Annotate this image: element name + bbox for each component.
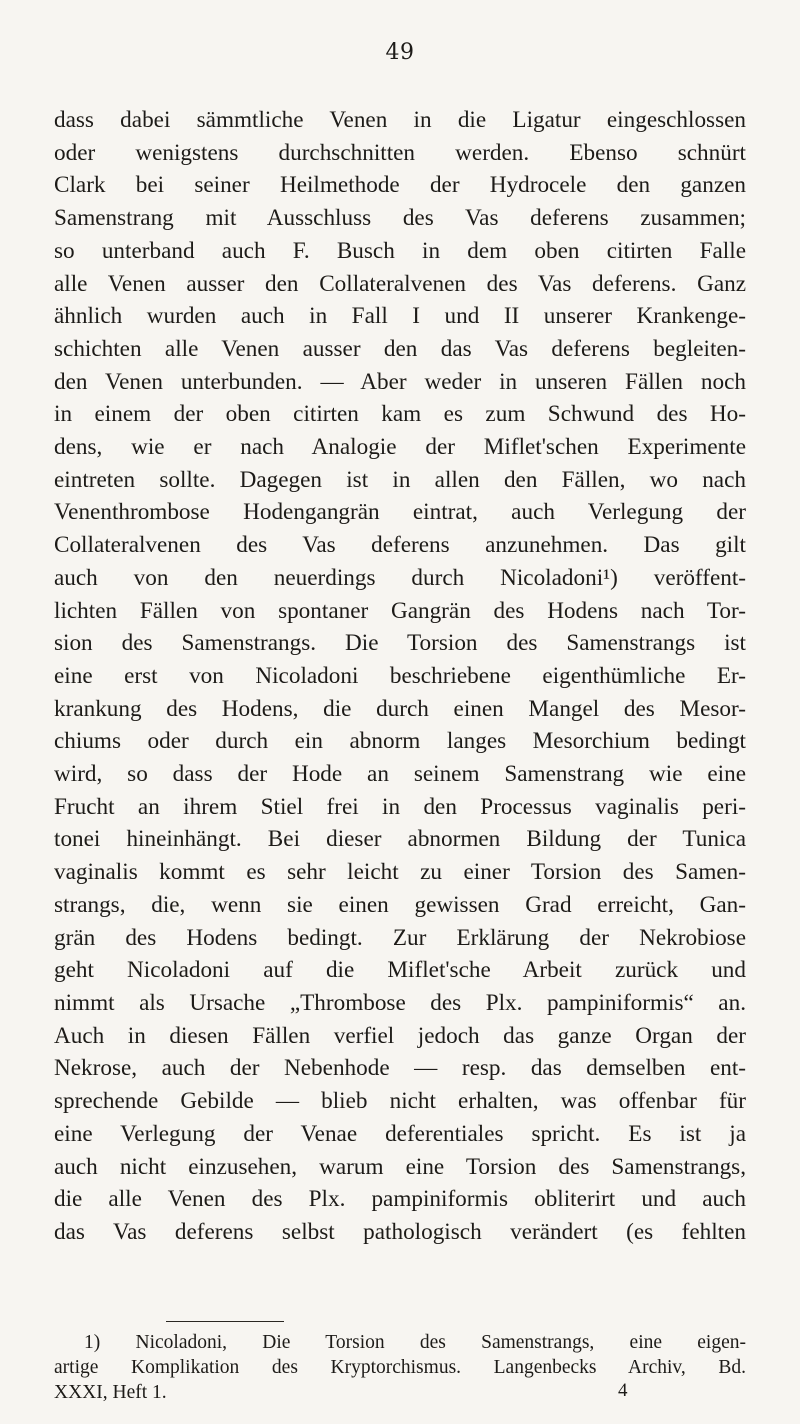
text-line: chiums oder durch ein abnorm langes Mesorchium bedingt (54, 728, 746, 755)
text-line: Clark bei seiner Heilmethode der Hydrocele den ganzen (54, 172, 746, 199)
body-text (54, 104, 746, 1249)
text-line: auch von den neuerdings durch Nicoladoni¹) veröffent- (54, 564, 746, 591)
text-line: tonei hineinhängt. Bei dieser abnormen Bildung der Tunica (54, 826, 746, 853)
text-line: dens, wie er nach Analogie der Miflet'schen Experimente (54, 434, 746, 461)
text-line: auch nicht einzusehen, warum eine Torsion des Samenstrangs, (54, 1153, 746, 1180)
text-line: geht Nicoladoni auf die Miflet'sche Arbeit zurück und (54, 957, 746, 984)
text-line: die alle Venen des Plx. pampiniformis obliterirt und auch (54, 1186, 746, 1213)
signature-mark: 4 (618, 1380, 628, 1401)
text-line: eine erst von Nicoladoni beschriebene eigenthümliche Er- (54, 662, 746, 689)
text-line: ähnlich wurden auch in Fall I und II unserer Krankenge- (54, 303, 746, 330)
text-line: Frucht an ihrem Stiel frei in den Processus vaginalis peri- (54, 793, 746, 820)
text-line: sion des Samenstrangs. Die Torsion des Samenstrangs ist (54, 630, 746, 657)
footnote-divider (166, 1321, 284, 1322)
text-line: das Vas deferens selbst pathologisch verändert (es fehlten (54, 1218, 746, 1245)
text-line: den Venen unterbunden. — Aber weder in unseren Fällen noch (54, 368, 746, 395)
text-line: wird, so dass der Hode an seinem Samenstrang wie eine (54, 761, 746, 788)
footnote-line: XXXI, Heft 1. (54, 1382, 167, 1403)
text-line: Venenthrombose Hodengangrän eintrat, auch Verlegung der (54, 499, 746, 526)
text-line: Auch in diesen Fällen verfiel jedoch das ganze Organ der (54, 1022, 746, 1049)
text-line: lichten Fällen von spontaner Gangrän des Hodens nach Tor- (54, 597, 746, 624)
text-line: schichten alle Venen ausser den das Vas deferens begleiten- (54, 335, 746, 362)
text-line: eine Verlegung der Venae deferentiales spricht. Es ist ja (54, 1120, 746, 1147)
text-line: alle Venen ausser den Collateralvenen des Vas deferens. Ganz (54, 270, 746, 297)
text-line: sprechende Gebilde — blieb nicht erhalten, was offenbar für (54, 1088, 746, 1115)
text-line: Nekrose, auch der Nebenhode — resp. das demselben ent- (54, 1055, 746, 1082)
text-line: strangs, die, wenn sie einen gewissen Grad erreicht, Gan- (54, 891, 746, 918)
text-line: in einem der oben citirten kam es zum Schwund des Ho- (54, 401, 746, 428)
text-line: vaginalis kommt es sehr leicht zu einer Torsion des Samen- (54, 859, 746, 886)
text-line: oder wenigstens durchschnitten werden. Ebenso schnürt (54, 139, 746, 166)
text-line: Collateralvenen des Vas deferens anzunehmen. Das gilt (54, 532, 746, 559)
text-line: grän des Hodens bedingt. Zur Erklärung der Nekrobiose (54, 924, 746, 951)
text-line: nimmt als Ursache „Thrombose des Plx. pampiniformis“ an. (54, 989, 746, 1016)
footnote-line: artige Komplikation des Kryptorchismus. Langenbecks Archiv, Bd. (54, 1357, 746, 1378)
text-line: so unterband auch F. Busch in dem oben citirten Falle (54, 237, 746, 264)
text-line: Samenstrang mit Ausschluss des Vas deferens zusammen; (54, 205, 746, 232)
page-number: 49 (385, 40, 415, 65)
text-line: krankung des Hodens, die durch einen Mangel des Mesor- (54, 695, 746, 722)
text-line: eintreten sollte. Dagegen ist in allen den Fällen, wo nach (54, 466, 746, 493)
footnote (54, 1330, 746, 1405)
text-line: dass dabei sämmtliche Venen in die Ligatur eingeschlossen (54, 107, 746, 133)
footnote-line: 1) Nicoladoni, Die Torsion des Samenstrangs, eine eigen- (84, 1332, 746, 1353)
